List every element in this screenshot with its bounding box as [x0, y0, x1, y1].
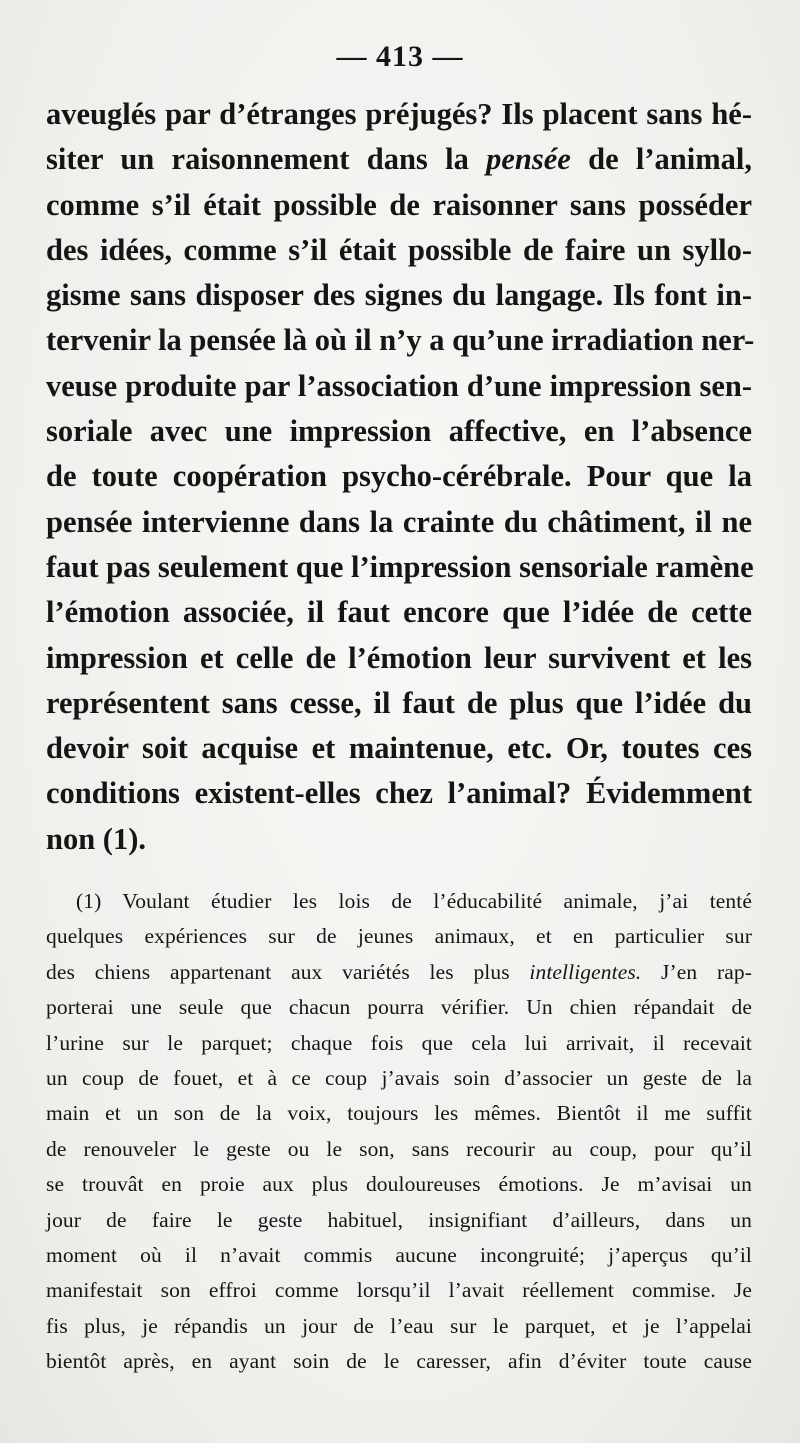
- footnote-line: main et un son de la voix, toujours les mêmes. Bientôt il me suffit: [46, 1101, 752, 1126]
- main-text-line: soriale avec une impression affective, en l’absence: [46, 414, 752, 449]
- main-text-line: veuse produite par l’association d’une impression sen-: [46, 368, 752, 403]
- main-text-line: pensée intervienne dans la crainte du châtiment, il ne: [46, 504, 752, 539]
- main-text-line: non (1).: [46, 821, 146, 856]
- footnote-line: bientôt après, en ayant soin de le caresser, afin d’éviter toute cause: [46, 1349, 752, 1374]
- footnote-line: se trouvât en proie aux plus douloureuses émotions. Je m’avisai un: [46, 1172, 752, 1197]
- footnote-line: manifestait son effroi comme lorsqu’il l’avait réellement commise. Je: [46, 1278, 752, 1303]
- footnote-line: un coup de fouet, et à ce coup j’avais soin d’associer un geste de la: [46, 1065, 752, 1090]
- main-text-line: conditions existent-elles chez l’animal? Évidemment: [46, 776, 752, 811]
- main-text-line: gisme sans disposer des signes du langage. Ils font in-: [46, 278, 752, 313]
- main-text-line: comme s’il était possible de raisonner sans posséder: [46, 187, 752, 222]
- main-text-line: des idées, comme s’il était possible de faire un syllo-: [46, 232, 752, 267]
- footnote-line: des chiens appartenant aux variétés les plus intelligentes. J’en rap-: [46, 959, 752, 984]
- main-text-line: siter un raisonnement dans la pensée de l’animal,: [46, 142, 752, 177]
- footnote-line: de renouveler le geste ou le son, sans recourir au coup, pour qu’il: [46, 1136, 752, 1161]
- footnote-line: l’urine sur le parquet; chaque fois que cela lui arrivait, il recevait: [46, 1030, 752, 1055]
- main-text-line: aveuglés par d’étranges préjugés? Ils placent sans hé-: [46, 97, 752, 131]
- main-text-line: tervenir la pensée là où il n’y a qu’une irradiation ner-: [46, 323, 755, 358]
- italic-word: pensée: [486, 142, 571, 177]
- footnote-line: moment où il n’avait commis aucune incongruité; j’aperçus qu’il: [46, 1242, 752, 1267]
- footnote-line: quelques expériences sur de jeunes animaux, et en particulier sur: [46, 924, 752, 949]
- italic-word: intelligentes.: [529, 959, 642, 984]
- main-text-line: représentent sans cesse, il faut de plus que l’idée du: [46, 685, 752, 720]
- main-text-line: impression et celle de l’émotion leur survivent et les: [46, 640, 752, 675]
- main-text-block: [46, 92, 755, 862]
- main-text-line: de toute coopération psycho-cérébrale. Pour que la: [46, 459, 752, 494]
- footnote-line: jour de faire le geste habituel, insignifiant d’ailleurs, dans un: [46, 1207, 752, 1232]
- main-text-line: l’émotion associée, il faut encore que l’idée de cette: [46, 595, 752, 630]
- footnote-line: porterai une seule que chacun pourra vérifier. Un chien répandait de: [46, 995, 752, 1020]
- footnote-line: fis plus, je répandis un jour de l’eau sur le parquet, et je l’appelai: [46, 1313, 752, 1338]
- footnote-line: (1) Voulant étudier les lois de l’éducabilité animale, j’ai tenté: [76, 889, 752, 913]
- footnote-block: [46, 884, 752, 1379]
- main-text-line: faut pas seulement que l’impression sensoriale ramène: [46, 549, 754, 584]
- main-text-line: devoir soit acquise et maintenue, etc. Or, toutes ces: [46, 731, 752, 766]
- page-number: — 413 —: [336, 40, 464, 73]
